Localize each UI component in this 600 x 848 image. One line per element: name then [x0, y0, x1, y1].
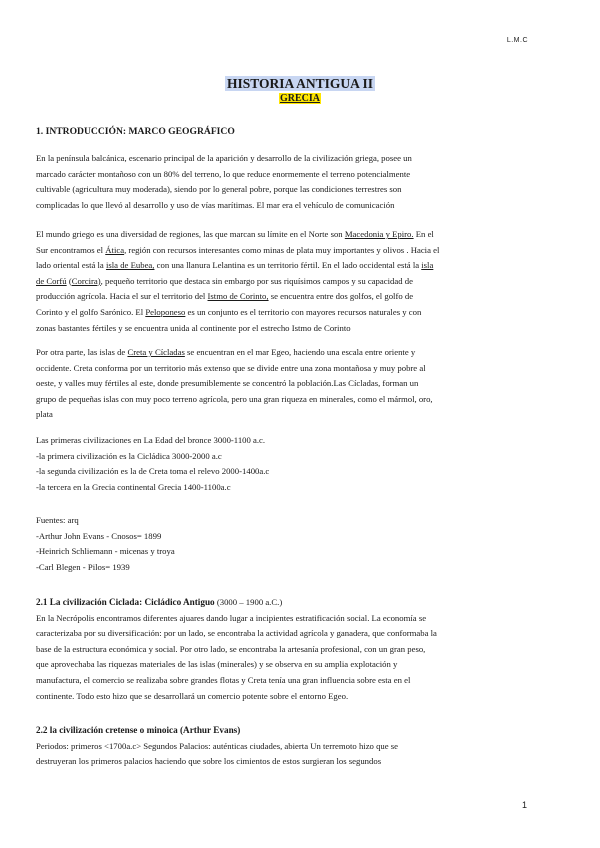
underlined-term: Creta y Cícladas	[127, 347, 185, 357]
text-line	[36, 227, 556, 243]
text-line: En la Necrópolis encontramos diferentes ajuares dando lugar a incipientes estratificación social. La economía se	[36, 612, 427, 623]
text-run: Sur encontramos el	[36, 244, 106, 255]
list-item: -Arthur John Evans - Cnosos= 1899	[36, 530, 162, 541]
document-subtitle	[0, 93, 600, 104]
list-item: Fuentes: arq	[36, 515, 79, 525]
text-run: Corinto y el golfo Sarónico. El	[36, 306, 146, 317]
section-ciclada	[36, 595, 556, 704]
text-line: continente. Todo esto hizo que se desarrollará un comercio potente sobre el entorno Egeo.	[36, 690, 349, 701]
text-run: es un conjunto es el territorio con mayores recursos naturales y con	[185, 306, 422, 317]
underlined-term: Corcira)	[71, 275, 101, 286]
underlined-term: Ática	[105, 244, 125, 255]
paragraph-regiones	[36, 227, 556, 336]
section-minoica	[36, 723, 556, 770]
header-initials: L.M.C	[506, 37, 528, 44]
underlined-term: Macedonia y Epiro.	[344, 229, 414, 239]
text-line: complicadas lo que llevó al desarrollo y uso de vías marítimas. El mar era el vehículo de comunicación	[36, 199, 395, 210]
text-line: plata	[36, 409, 53, 420]
page-number: 1	[521, 800, 527, 810]
text-line: En la península balcánica, escenario principal de la aparición y desarrollo de la civilización griega, posee un	[36, 153, 412, 163]
text-run: (	[66, 275, 72, 286]
text-line: oeste, y valles muy fértiles al este, donde presumiblemente se concentró la población.Las Cícladas, forman un	[36, 378, 419, 389]
text-line: caracterizaba por su diversificación: por un lado, se encontraba la actividad agrícola y ganadera, que conformaba la	[36, 628, 437, 639]
text-line: cultivable (agricultura muy moderada), siendo por lo general pobre, porque las condiciones terrestres son	[36, 184, 402, 195]
text-run: Por otra parte, las islas de	[36, 347, 128, 357]
list-item: Las primeras civilizaciones en La Edad del bronce 3000-1100 a.c.	[36, 435, 266, 445]
underlined-term: de Corfú	[36, 275, 67, 286]
document-title-text: HISTORIA ANTIGUA II	[226, 76, 374, 91]
list-item: -la primera civilización es la Cicládica 3000-2000 a.c	[36, 450, 222, 461]
text-line: marcado carácter montañoso con un 80% del terreno, lo que reduce enormemente el terreno potencialmente	[36, 168, 411, 179]
paragraph-geografia	[36, 151, 556, 213]
text-run: se encuentra entre dos golfos, el golfo de	[268, 291, 414, 302]
text-line	[36, 274, 556, 290]
list-fuentes	[36, 513, 556, 575]
section-heading-ciclada	[36, 595, 556, 611]
underlined-term: Peloponeso	[145, 306, 186, 317]
heading-bold: 2.1 La civilización Ciclada: Cicládico Antiguo	[36, 597, 215, 607]
text-line: grupo de pequeñas islas con muy poco terreno agrícola, pero una gran riqueza en minerales, como el mármol, oro,	[36, 393, 433, 404]
document-subtitle-text: GRECIA	[279, 93, 320, 104]
text-line	[36, 289, 556, 305]
document-title	[0, 76, 600, 92]
text-line	[36, 258, 556, 274]
text-line	[36, 345, 556, 361]
text-run: producción agrícola. Hacia el sur el territorio del	[36, 291, 208, 302]
paragraph-islas	[36, 345, 556, 423]
text-line: manufactura, el comercio se realizaba sobre grandes flotas y Creta tenía una gran influencia sobre esta en el	[36, 674, 411, 685]
text-line: destruyeran los primeros palacios haciendo que sobre los cimientos de estos surgieran los segundos	[36, 756, 382, 767]
heading-dates: (3000 – 1900 a.C.)	[214, 597, 283, 607]
text-run: El mundo griego es una diversidad de regiones, las que marcan su límite en el Norte son	[36, 229, 345, 239]
text-line: que aprovechaba las riquezas materiales de las islas (minerales) y se observa en su amplia explotación y	[36, 659, 398, 670]
section-heading-introduccion: 1. INTRODUCCIÓN: MARCO GEOGRÁFICO	[36, 126, 235, 137]
list-item: -la segunda civilización es la de Creta toma el relevo 2000-1400a.c	[36, 466, 270, 477]
text-run: En el	[413, 229, 434, 239]
underlined-term: isla de Eubea,	[105, 260, 155, 271]
list-item: -Heinrich Schliemann - micenas y troya	[36, 546, 175, 557]
text-line	[36, 243, 556, 259]
list-item: -la tercera en la Grecia continental Grecia 1400-1100a.c	[36, 481, 231, 492]
underlined-term: isla	[421, 260, 434, 271]
text-line: Periodos: primeros <1700a.c> Segundos Palacios: auténticas ciudades, abierta Un terremoto hizo que se	[36, 740, 399, 751]
text-line	[36, 305, 556, 321]
list-civilizaciones	[36, 433, 556, 495]
text-run: lado oriental está la	[36, 260, 106, 271]
text-run: con una llanura Lelantina es un territorio fértil. En el lado occidental está la	[154, 260, 422, 271]
text-run: , región con recursos interesantes como minas de plata muy importantes y olivos . Hacia el	[124, 244, 440, 255]
underlined-term: Istmo de Corinto,	[207, 291, 269, 302]
text-run: se encuentran en el mar Egeo, haciendo una escala entre oriente y	[184, 347, 416, 357]
list-item: -Carl Blegen - Pilos= 1939	[36, 561, 130, 572]
section-heading-minoica: 2.2 la civilización cretense o minoica (Arthur Evans)	[36, 725, 241, 735]
text-line: base de la estructura económica y social. Por otro lado, se encontraba la artesanía profesional, con un gran peso,	[36, 643, 426, 654]
text-line: zonas bastantes fértiles y se encuentra unida al continente por el estrecho Istmo de Corinto	[36, 322, 351, 333]
text-line: occidente. Creta conforma por un territorio más extenso que se divide entre una zona montañosa y muy pobre al	[36, 362, 426, 373]
text-run: , pequeño territorio que destaca sin embargo por sus riquísimos campos y su capacidad de	[100, 275, 413, 286]
